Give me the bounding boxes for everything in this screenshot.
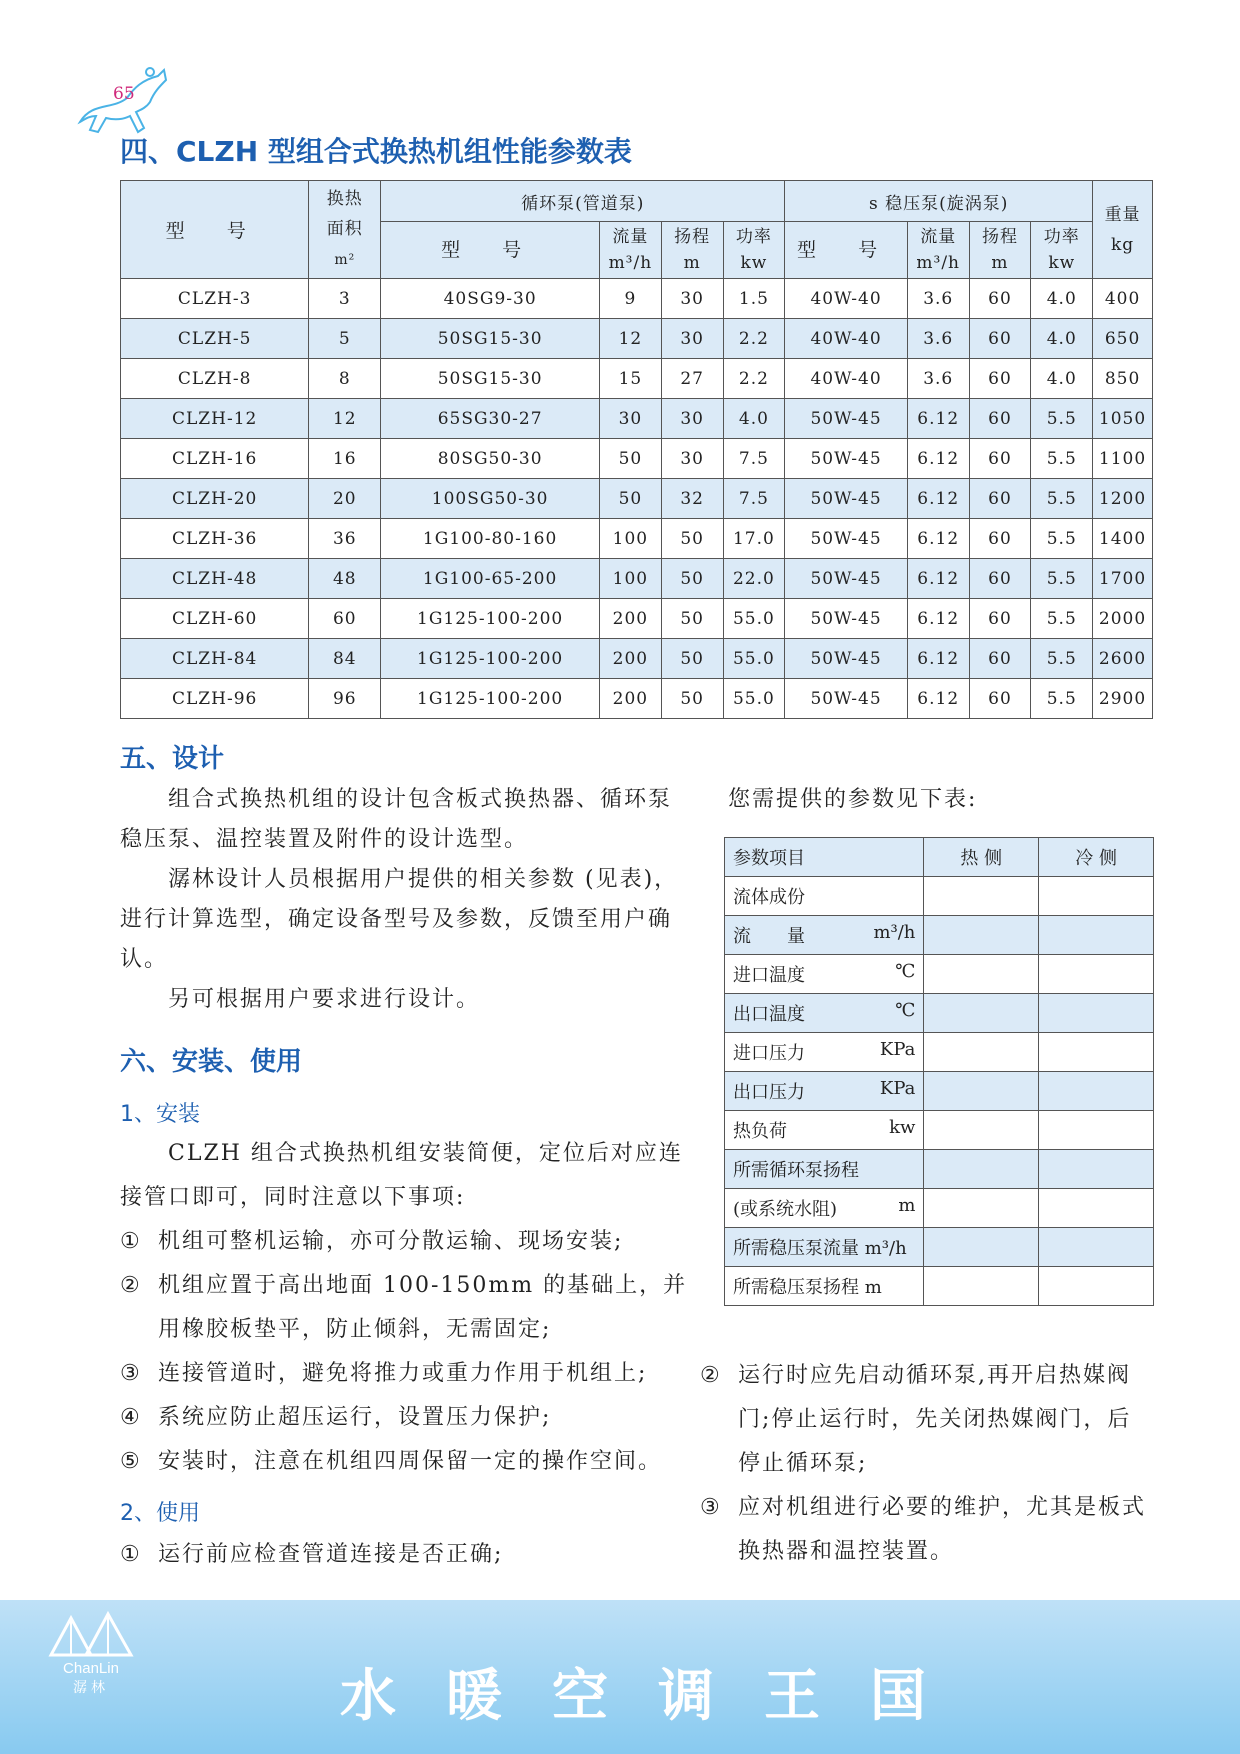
table-cell: 84 (309, 639, 381, 679)
table-cell: 36 (309, 519, 381, 559)
table-cell: 7.5 (723, 439, 785, 479)
table-cell: 60 (969, 359, 1031, 399)
params-label: 进口压力 (733, 1043, 805, 1064)
table-cell: 6.12 (907, 519, 969, 559)
table-cell: 27 (661, 359, 723, 399)
table-cell: 55.0 (723, 599, 785, 639)
table-cell: 12 (309, 399, 381, 439)
params-row (725, 1150, 1154, 1189)
params-label: 热负荷 (733, 1121, 787, 1142)
params-header-cold: 冷 侧 (1039, 838, 1154, 877)
params-hot-cell (924, 1033, 1039, 1072)
table-cell: 100SG50-30 (381, 479, 600, 519)
table-cell: CLZH-96 (121, 679, 309, 719)
table-cell: 50W-45 (785, 479, 908, 519)
table-cell: 1G125-100-200 (381, 679, 600, 719)
header-area: 换热 面积 m² (309, 181, 381, 279)
table-cell: 1050 (1093, 399, 1153, 439)
table-cell: 6.12 (907, 399, 969, 439)
table-cell: 30 (661, 439, 723, 479)
use-list-right (700, 1354, 1155, 1574)
table-cell: 5.5 (1031, 479, 1093, 519)
table-cell: 30 (661, 279, 723, 319)
table-cell: 40W-40 (785, 319, 908, 359)
table-cell: 200 (600, 639, 662, 679)
table-cell: 1200 (1093, 479, 1153, 519)
section-6-title: 六、安装、使用 (120, 1047, 303, 1077)
table-cell: 5.5 (1031, 559, 1093, 599)
header-circ-head: 扬程 m (661, 222, 723, 279)
design-paragraph-3: 另可根据用户要求进行设计。 (168, 987, 481, 1012)
params-hot-cell (924, 1267, 1039, 1306)
params-label: 所需循环泵扬程 (733, 1160, 859, 1181)
table-cell: 2.2 (723, 359, 785, 399)
table-cell: 48 (309, 559, 381, 599)
params-cold-cell (1039, 1111, 1154, 1150)
params-row (725, 1267, 1154, 1306)
table-cell: 6.12 (907, 599, 969, 639)
table-cell: 15 (600, 359, 662, 399)
params-row (725, 955, 1154, 994)
brand-logo (46, 1610, 136, 1697)
table-cell: 100 (600, 559, 662, 599)
install-list (120, 1220, 695, 1484)
table-cell: 3.6 (907, 279, 969, 319)
table-cell: CLZH-48 (121, 559, 309, 599)
params-hot-cell (924, 916, 1039, 955)
install-item: ② 机组应置于高出地面 100-150mm 的基础上，并用橡胶板垫平，防止倾斜，无需固定; (120, 1273, 688, 1342)
brand-name-cn: 潺林 (73, 1680, 109, 1696)
table-row (121, 599, 1153, 639)
params-hot-cell (924, 1072, 1039, 1111)
params-row (725, 1228, 1154, 1267)
params-cold-cell (1039, 1150, 1154, 1189)
table-cell: 200 (600, 599, 662, 639)
table-cell: 65SG30-27 (381, 399, 600, 439)
table-cell: 1700 (1093, 559, 1153, 599)
params-cold-cell (1039, 1033, 1154, 1072)
table-cell: 30 (661, 399, 723, 439)
brand-name-en: ChanLin (63, 1660, 119, 1677)
table-cell: 55.0 (723, 679, 785, 719)
table-cell: 5.5 (1031, 639, 1093, 679)
section-5-title: 五、设计 (120, 744, 225, 774)
params-row (725, 916, 1154, 955)
params-label: 流体成份 (733, 887, 805, 908)
performance-table-body (121, 279, 1153, 719)
use-list-left (120, 1533, 695, 1577)
table-row (121, 519, 1153, 559)
table-cell: 1G100-80-160 (381, 519, 600, 559)
table-cell: 6.12 (907, 639, 969, 679)
table-cell: 3.6 (907, 319, 969, 359)
table-cell: 3 (309, 279, 381, 319)
table-cell: CLZH-12 (121, 399, 309, 439)
params-table-body (725, 877, 1154, 1306)
params-hot-cell (924, 955, 1039, 994)
params-label: 所需稳压泵流量 m³/h (733, 1238, 907, 1259)
table-cell: 60 (969, 319, 1031, 359)
params-label: 流 量 (733, 926, 805, 947)
page-number: 65 (113, 84, 135, 104)
header-stab-head: 扬程 m (969, 222, 1031, 279)
table-cell: 20 (309, 479, 381, 519)
params-label: 进口温度 (733, 965, 805, 986)
table-cell: 400 (1093, 279, 1153, 319)
table-cell: 17.0 (723, 519, 785, 559)
table-cell: 60 (969, 559, 1031, 599)
table-cell: CLZH-20 (121, 479, 309, 519)
params-row (725, 1111, 1154, 1150)
table-cell: 2.2 (723, 319, 785, 359)
install-block (120, 1132, 695, 1484)
use-item-1: ① 运行前应检查管道连接是否正确; (120, 1542, 504, 1567)
table-cell: 50W-45 (785, 519, 908, 559)
params-header-hot: 热 侧 (924, 838, 1039, 877)
table-cell: 22.0 (723, 559, 785, 599)
table-row (121, 399, 1153, 439)
table-cell: 50W-45 (785, 559, 908, 599)
design-text (120, 780, 692, 1020)
table-cell: 2000 (1093, 599, 1153, 639)
table-cell: 5 (309, 319, 381, 359)
table-cell: 60 (969, 599, 1031, 639)
use-item-3: ③ 应对机组进行必要的维护，尤其是板式换热器和温控装置。 (700, 1495, 1147, 1564)
params-hot-cell (924, 877, 1039, 916)
table-cell: 8 (309, 359, 381, 399)
params-cold-cell (1039, 1267, 1154, 1306)
table-cell: CLZH-36 (121, 519, 309, 559)
params-cold-cell (1039, 1072, 1154, 1111)
table-cell: 850 (1093, 359, 1153, 399)
params-unit: m (898, 1195, 916, 1216)
table-cell: 1G100-65-200 (381, 559, 600, 599)
table-cell: 40W-40 (785, 359, 908, 399)
table-cell: 30 (661, 319, 723, 359)
params-row (725, 1072, 1154, 1111)
params-cold-cell (1039, 1228, 1154, 1267)
table-cell: 4.0 (723, 399, 785, 439)
table-cell: 1100 (1093, 439, 1153, 479)
table-cell: 60 (969, 479, 1031, 519)
table-cell: 40W-40 (785, 279, 908, 319)
table-row (121, 319, 1153, 359)
table-cell: 50 (661, 599, 723, 639)
header-stabilizer-pump: s 稳压泵(旋涡泵) (785, 181, 1093, 222)
table-cell: 96 (309, 679, 381, 719)
table-cell: 4.0 (1031, 359, 1093, 399)
table-cell: 100 (600, 519, 662, 559)
table-cell: CLZH-84 (121, 639, 309, 679)
table-cell: CLZH-3 (121, 279, 309, 319)
design-paragraph-2: 潺林设计人员根据用户提供的相关参数 (见表)，进行计算选型，确定设备型号及参数，反馈至用户确认。 (120, 867, 679, 972)
table-cell: 60 (969, 519, 1031, 559)
table-cell: 50 (661, 519, 723, 559)
header-stab-power: 功率 kw (1031, 222, 1093, 279)
table-cell: 1.5 (723, 279, 785, 319)
table-cell: 16 (309, 439, 381, 479)
brand-mountain-icon (46, 1610, 136, 1660)
table-cell: 5.5 (1031, 439, 1093, 479)
params-hot-cell (924, 1189, 1039, 1228)
params-unit: ℃ (895, 961, 916, 982)
design-paragraph-1: 组合式换热机组的设计包含板式换热器、循环泵稳压泵、温控装置及附件的设计选型。 (120, 787, 673, 852)
table-cell: 50 (661, 639, 723, 679)
table-cell: 2900 (1093, 679, 1153, 719)
table-cell: 50W-45 (785, 639, 908, 679)
table-cell: 60 (969, 279, 1031, 319)
params-unit: KPa (879, 1039, 916, 1060)
header-stab-flow: 流量 m³/h (907, 222, 969, 279)
install-item: ④ 系统应防止超压运行，设置压力保护; (120, 1405, 552, 1430)
table-cell: 4.0 (1031, 319, 1093, 359)
header-model: 型 号 (121, 181, 309, 279)
table-row (121, 279, 1153, 319)
table-cell: 50W-45 (785, 679, 908, 719)
install-title: 1、安装 (120, 1102, 200, 1127)
table-cell: 5.5 (1031, 679, 1093, 719)
table-cell: 1400 (1093, 519, 1153, 559)
table-cell: 650 (1093, 319, 1153, 359)
params-hot-cell (924, 1111, 1039, 1150)
table-cell: 30 (600, 399, 662, 439)
use-item-2: ② 运行时应先启动循环泵,再开启热媒阀门;停止运行时，先关闭热媒阀门，后停止循环泵; (700, 1363, 1132, 1476)
params-hot-cell (924, 994, 1039, 1033)
table-cell: 50W-45 (785, 399, 908, 439)
params-unit: ℃ (895, 1000, 916, 1021)
table-cell: 6.12 (907, 679, 969, 719)
params-header-item: 参数项目 (725, 838, 924, 877)
table-cell: 5.5 (1031, 599, 1093, 639)
params-cold-cell (1039, 955, 1154, 994)
params-table (724, 837, 1154, 1306)
table-cell: 6.12 (907, 439, 969, 479)
table-row (121, 359, 1153, 399)
table-cell: 4.0 (1031, 279, 1093, 319)
footer-banner (0, 1600, 1240, 1754)
header-circ-power: 功率 kw (723, 222, 785, 279)
install-intro: CLZH 组合式换热机组安装简便，定位后对应连接管口即可，同时注意以下事项: (120, 1141, 683, 1210)
params-unit: KPa (879, 1078, 916, 1099)
table-cell: 5.5 (1031, 399, 1093, 439)
table-cell: 2600 (1093, 639, 1153, 679)
table-row (121, 679, 1153, 719)
params-cold-cell (1039, 916, 1154, 955)
table-cell: 6.12 (907, 479, 969, 519)
table-cell: 32 (661, 479, 723, 519)
table-cell: 60 (969, 439, 1031, 479)
table-cell: 60 (969, 679, 1031, 719)
table-cell: CLZH-8 (121, 359, 309, 399)
footer-slogan: 水暖空调王国 (340, 1664, 976, 1729)
params-row (725, 1033, 1154, 1072)
table-row (121, 439, 1153, 479)
section-4-title: 四、CLZH 型组合式换热机组性能参数表 (120, 135, 632, 168)
table-cell: 5.5 (1031, 519, 1093, 559)
table-cell: 1G125-100-200 (381, 599, 600, 639)
table-cell: CLZH-16 (121, 439, 309, 479)
table-cell: 200 (600, 679, 662, 719)
params-label: (或系统水阻) (733, 1199, 838, 1220)
install-item: ① 机组可整机运输，亦可分散运输、现场安装; (120, 1229, 624, 1254)
params-row (725, 1189, 1154, 1228)
params-label: 出口压力 (733, 1082, 805, 1103)
table-cell: 60 (309, 599, 381, 639)
table-cell: 9 (600, 279, 662, 319)
table-cell: 50 (600, 479, 662, 519)
table-cell: CLZH-60 (121, 599, 309, 639)
table-cell: 55.0 (723, 639, 785, 679)
header-circ-flow: 流量 m³/h (600, 222, 662, 279)
table-cell: 12 (600, 319, 662, 359)
table-cell: 3.6 (907, 359, 969, 399)
params-row (725, 994, 1154, 1033)
table-row (121, 479, 1153, 519)
table-cell: 1G125-100-200 (381, 639, 600, 679)
install-item: ③ 连接管道时，避免将推力或重力作用于机组上; (120, 1361, 648, 1386)
params-hot-cell (924, 1150, 1039, 1189)
header-stab-model: 型 号 (785, 222, 908, 279)
table-cell: 50 (661, 679, 723, 719)
params-intro: 您需提供的参数见下表: (728, 787, 978, 812)
params-unit: m³/h (873, 922, 916, 943)
params-hot-cell (924, 1228, 1039, 1267)
table-row (121, 559, 1153, 599)
params-unit: kw (889, 1117, 916, 1138)
table-cell: 60 (969, 639, 1031, 679)
params-label: 所需稳压泵扬程 m (733, 1277, 882, 1298)
table-cell: 50 (661, 559, 723, 599)
table-cell: 50SG15-30 (381, 359, 600, 399)
table-cell: 40SG9-30 (381, 279, 600, 319)
install-item: ⑤ 安装时，注意在机组四周保留一定的操作空间。 (120, 1449, 663, 1474)
table-cell: 50W-45 (785, 439, 908, 479)
table-cell: 7.5 (723, 479, 785, 519)
params-row (725, 877, 1154, 916)
params-label: 出口温度 (733, 1004, 805, 1025)
table-cell: 50SG15-30 (381, 319, 600, 359)
header-circulation-pump: 循环泵(管道泵) (381, 181, 785, 222)
performance-table (120, 180, 1153, 719)
table-cell: 80SG50-30 (381, 439, 600, 479)
table-cell: 6.12 (907, 559, 969, 599)
use-title: 2、使用 (120, 1501, 200, 1526)
table-cell: 50W-45 (785, 599, 908, 639)
table-cell: 50 (600, 439, 662, 479)
header-weight: 重量 kg (1093, 181, 1153, 279)
table-row (121, 639, 1153, 679)
table-cell: 60 (969, 399, 1031, 439)
table-cell: CLZH-5 (121, 319, 309, 359)
params-cold-cell (1039, 877, 1154, 916)
params-cold-cell (1039, 994, 1154, 1033)
params-cold-cell (1039, 1189, 1154, 1228)
header-circ-model: 型 号 (381, 222, 600, 279)
